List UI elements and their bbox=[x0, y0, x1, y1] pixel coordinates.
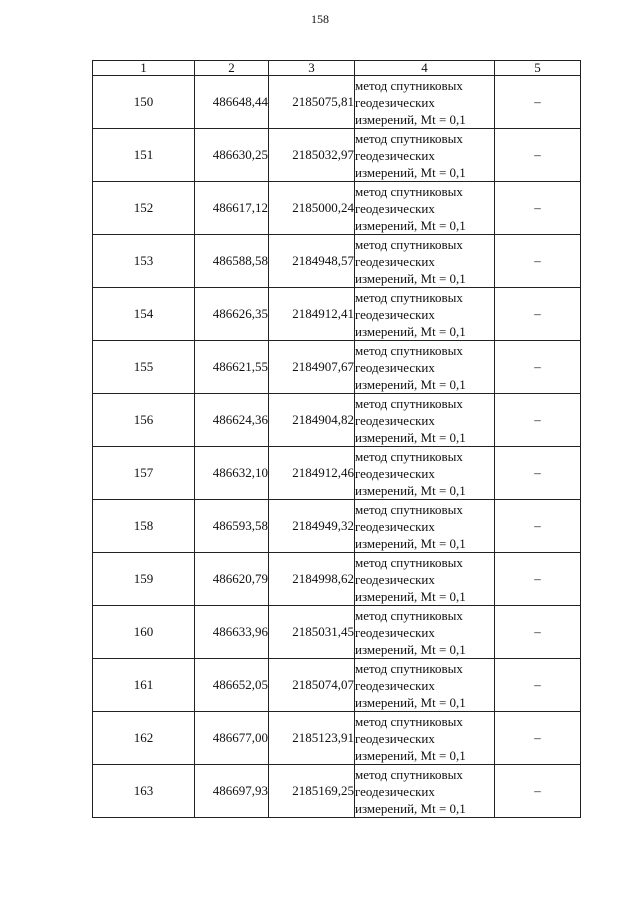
y-coordinate-cell: 2185075,81 bbox=[269, 76, 355, 129]
y-coordinate-cell: 2184998,62 bbox=[269, 553, 355, 606]
point-number-cell: 160 bbox=[93, 606, 195, 659]
method-line: метод спутниковых bbox=[355, 448, 463, 464]
y-coordinate-cell: 2185031,45 bbox=[269, 606, 355, 659]
method-line: измерений, Mt = 0,1 bbox=[355, 217, 466, 233]
x-coordinate-cell: 486632,10 bbox=[195, 447, 269, 500]
method-line: геодезических bbox=[355, 306, 435, 322]
point-number-cell: 159 bbox=[93, 553, 195, 606]
point-number-cell: 157 bbox=[93, 447, 195, 500]
table-row bbox=[93, 500, 581, 553]
table-row bbox=[93, 288, 581, 341]
method-cell bbox=[355, 447, 495, 500]
method-line: метод спутниковых bbox=[355, 236, 463, 252]
note-cell: – bbox=[495, 500, 581, 553]
x-coordinate-cell: 486652,05 bbox=[195, 659, 269, 712]
column-header-4: 4 bbox=[355, 61, 495, 76]
note-cell: – bbox=[495, 606, 581, 659]
point-number-cell: 154 bbox=[93, 288, 195, 341]
note-cell: – bbox=[495, 659, 581, 712]
method-line: геодезических bbox=[355, 677, 435, 693]
method-line: геодезических bbox=[355, 783, 435, 799]
note-cell: – bbox=[495, 553, 581, 606]
method-cell bbox=[355, 606, 495, 659]
y-coordinate-cell: 2184948,57 bbox=[269, 235, 355, 288]
method-line: измерений, Mt = 0,1 bbox=[355, 270, 466, 286]
table-row bbox=[93, 341, 581, 394]
point-number-cell: 163 bbox=[93, 765, 195, 818]
method-cell bbox=[355, 394, 495, 447]
column-header-5: 5 bbox=[495, 61, 581, 76]
y-coordinate-cell: 2185169,25 bbox=[269, 765, 355, 818]
method-cell bbox=[355, 182, 495, 235]
point-number-cell: 161 bbox=[93, 659, 195, 712]
method-line: геодезических bbox=[355, 147, 435, 163]
method-line: измерений, Mt = 0,1 bbox=[355, 588, 466, 604]
table-row bbox=[93, 659, 581, 712]
method-line: метод спутниковых bbox=[355, 77, 463, 93]
page-number: 158 bbox=[311, 12, 329, 26]
method-line: геодезических bbox=[355, 571, 435, 587]
point-number-cell: 152 bbox=[93, 182, 195, 235]
method-line: геодезических bbox=[355, 253, 435, 269]
method-line: геодезических bbox=[355, 518, 435, 534]
note-cell: – bbox=[495, 129, 581, 182]
method-line: измерений, Mt = 0,1 bbox=[355, 535, 466, 551]
note-cell: – bbox=[495, 288, 581, 341]
y-coordinate-cell: 2184949,32 bbox=[269, 500, 355, 553]
method-cell bbox=[355, 659, 495, 712]
method-line: метод спутниковых bbox=[355, 766, 463, 782]
y-coordinate-cell: 2185123,91 bbox=[269, 712, 355, 765]
method-line: измерений, Mt = 0,1 bbox=[355, 376, 466, 392]
y-coordinate-cell: 2185000,24 bbox=[269, 182, 355, 235]
method-cell bbox=[355, 288, 495, 341]
method-line: метод спутниковых bbox=[355, 607, 463, 623]
point-number-cell: 162 bbox=[93, 712, 195, 765]
column-header-1: 1 bbox=[93, 61, 195, 76]
note-cell: – bbox=[495, 235, 581, 288]
method-line: геодезических bbox=[355, 412, 435, 428]
column-header-3: 3 bbox=[269, 61, 355, 76]
method-line: измерений, Mt = 0,1 bbox=[355, 111, 466, 127]
table-row bbox=[93, 553, 581, 606]
x-coordinate-cell: 486633,96 bbox=[195, 606, 269, 659]
table-row bbox=[93, 447, 581, 500]
point-number-cell: 156 bbox=[93, 394, 195, 447]
method-cell bbox=[355, 553, 495, 606]
method-line: геодезических bbox=[355, 730, 435, 746]
x-coordinate-cell: 486697,93 bbox=[195, 765, 269, 818]
x-coordinate-cell: 486621,55 bbox=[195, 341, 269, 394]
x-coordinate-cell: 486677,00 bbox=[195, 712, 269, 765]
point-number-cell: 150 bbox=[93, 76, 195, 129]
table-row bbox=[93, 712, 581, 765]
x-coordinate-cell: 486626,35 bbox=[195, 288, 269, 341]
method-line: геодезических bbox=[355, 624, 435, 640]
method-line: измерений, Mt = 0,1 bbox=[355, 429, 466, 445]
method-line: измерений, Mt = 0,1 bbox=[355, 323, 466, 339]
method-line: измерений, Mt = 0,1 bbox=[355, 641, 466, 657]
method-line: измерений, Mt = 0,1 bbox=[355, 694, 466, 710]
point-number-cell: 151 bbox=[93, 129, 195, 182]
method-line: измерений, Mt = 0,1 bbox=[355, 800, 466, 816]
y-coordinate-cell: 2184907,67 bbox=[269, 341, 355, 394]
method-line: метод спутниковых bbox=[355, 183, 463, 199]
method-line: метод спутниковых bbox=[355, 554, 463, 570]
method-line: метод спутниковых bbox=[355, 289, 463, 305]
method-cell bbox=[355, 765, 495, 818]
method-line: метод спутниковых bbox=[355, 342, 463, 358]
column-header-2: 2 bbox=[195, 61, 269, 76]
note-cell: – bbox=[495, 341, 581, 394]
x-coordinate-cell: 486648,44 bbox=[195, 76, 269, 129]
method-line: метод спутниковых bbox=[355, 660, 463, 676]
method-cell bbox=[355, 341, 495, 394]
note-cell: – bbox=[495, 76, 581, 129]
table-row bbox=[93, 129, 581, 182]
point-number-cell: 155 bbox=[93, 341, 195, 394]
y-coordinate-cell: 2185074,07 bbox=[269, 659, 355, 712]
x-coordinate-cell: 486620,79 bbox=[195, 553, 269, 606]
table-row bbox=[93, 76, 581, 129]
x-coordinate-cell: 486624,36 bbox=[195, 394, 269, 447]
table-row bbox=[93, 182, 581, 235]
method-line: метод спутниковых bbox=[355, 713, 463, 729]
x-coordinate-cell: 486617,12 bbox=[195, 182, 269, 235]
method-line: метод спутниковых bbox=[355, 395, 463, 411]
note-cell: – bbox=[495, 394, 581, 447]
table-body bbox=[93, 76, 581, 818]
method-line: геодезических bbox=[355, 359, 435, 375]
method-cell bbox=[355, 76, 495, 129]
x-coordinate-cell: 486630,25 bbox=[195, 129, 269, 182]
table-row bbox=[93, 765, 581, 818]
method-line: геодезических bbox=[355, 200, 435, 216]
method-cell bbox=[355, 712, 495, 765]
method-cell bbox=[355, 129, 495, 182]
point-number-cell: 158 bbox=[93, 500, 195, 553]
point-number-cell: 153 bbox=[93, 235, 195, 288]
x-coordinate-cell: 486593,58 bbox=[195, 500, 269, 553]
note-cell: – bbox=[495, 765, 581, 818]
table-row bbox=[93, 394, 581, 447]
y-coordinate-cell: 2184912,46 bbox=[269, 447, 355, 500]
method-cell bbox=[355, 500, 495, 553]
coordinates-table bbox=[92, 60, 581, 818]
method-line: метод спутниковых bbox=[355, 501, 463, 517]
table-row bbox=[93, 235, 581, 288]
y-coordinate-cell: 2184904,82 bbox=[269, 394, 355, 447]
table-row bbox=[93, 606, 581, 659]
method-line: геодезических bbox=[355, 465, 435, 481]
method-line: измерений, Mt = 0,1 bbox=[355, 747, 466, 763]
method-cell bbox=[355, 235, 495, 288]
y-coordinate-cell: 2184912,41 bbox=[269, 288, 355, 341]
table-header-row bbox=[93, 61, 581, 76]
method-line: измерений, Mt = 0,1 bbox=[355, 164, 466, 180]
method-line: измерений, Mt = 0,1 bbox=[355, 482, 466, 498]
method-line: метод спутниковых bbox=[355, 130, 463, 146]
method-line: геодезических bbox=[355, 94, 435, 110]
note-cell: – bbox=[495, 447, 581, 500]
x-coordinate-cell: 486588,58 bbox=[195, 235, 269, 288]
note-cell: – bbox=[495, 712, 581, 765]
note-cell: – bbox=[495, 182, 581, 235]
y-coordinate-cell: 2185032,97 bbox=[269, 129, 355, 182]
